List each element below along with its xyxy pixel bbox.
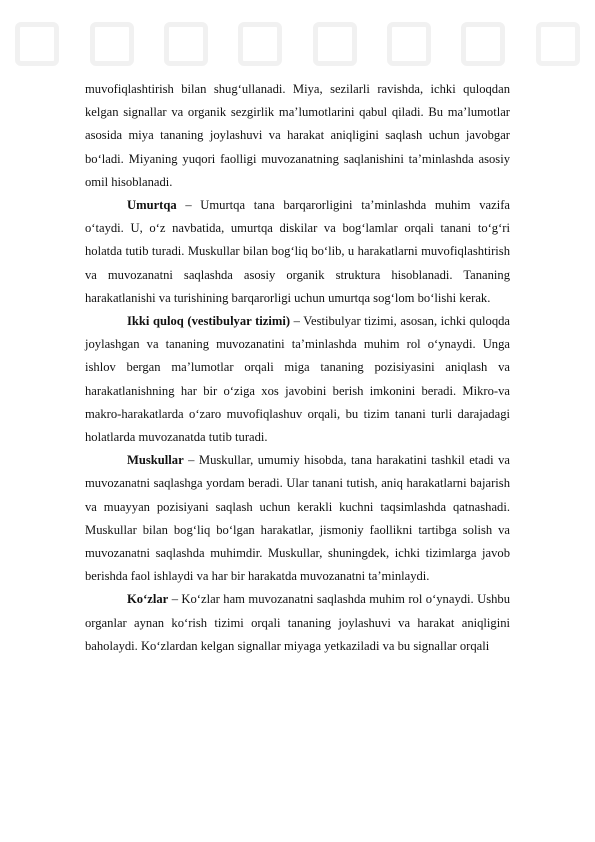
- paragraph-kozlar: [85, 588, 510, 658]
- watermark-mark: [238, 22, 282, 66]
- document-body: [85, 78, 510, 658]
- paragraph-muskullar: [85, 449, 510, 588]
- paragraph-term: Ko‘zlar: [127, 592, 169, 607]
- watermark-mark: [313, 22, 357, 66]
- watermark-mark: [536, 22, 580, 66]
- paragraph-text: – Vestibulyar tizimi, asosan, ichki quloqda joylashgan va tananing muvozanatini ta’minlashda muhim rol o‘ynaydi. Unga ishlov bergan ma’lumotlar orqali miga tananing pozisiyasini aniqlash va harakatlanishning har bir o‘ziga xos javobini berish imkonini beradi. Mikro-va makro-harakatlarda o‘zaro muvofiqlashuv orqali, bu tizim tanani turli darajadagi holatlarda muvozanatda tutib turadi.: [85, 314, 511, 445]
- watermark-mark: [15, 22, 59, 66]
- paragraph-term: Muskullar: [127, 453, 184, 468]
- paragraph-text: – Muskullar, umumiy hisobda, tana harakatini tashkil etadi va muvozanatni saqlashga yordam beradi. Ular tanani tutish, aniq harakatlarni bajarish va muayyan pozisiyani saqlash uchun kerakli kuchni taqsimlashda qatnashadi. Muskullar bilan bog‘liq bo‘lgan harakatlar, jismoniy faollikni tartibga solish va muvozanatni saqlashda muhimdir. Muskullar, shuningdek, ichki tizimlarga javob berishda faol ishlaydi va har bir harakatda muvozanatni ta’minlaydi.: [85, 453, 510, 584]
- watermark-mark: [90, 22, 134, 66]
- paragraph-text: muvofiqlashtirish bilan shug‘ullanadi. Miya, sezilarli ravishda, ichki quloqdan kelgan signallar va organik sezgirlik ma’lumotlarini qabul qiladi. Bu ma’lumotlar asosida miya tananing joylashuvi va harakat aniqligini saqlash uchun javobgar bo‘ladi. Miyaning yuqori faolligi muvozanatning saqlanishini ta’minlashda asosiy omil hisoblanadi.: [85, 82, 510, 189]
- watermark-mark: [387, 22, 431, 66]
- paragraph-term: Umurtqa: [127, 198, 177, 213]
- paragraph-text: – Ko‘zlar ham muvozanatni saqlashda muhim rol o‘ynaydi. Ushbu organlar aynan ko‘rish tizimi orqali tananing joylashuvi va harakat aniqligini baholaydi. Ko‘zlardan kelgan signallar miyaga yetkaziladi va bu signallar orqali: [85, 592, 510, 653]
- paragraph-umurtqa: [85, 194, 510, 310]
- paragraph-vestibulyar: [85, 310, 510, 449]
- watermark: [0, 18, 595, 70]
- watermark-mark: [164, 22, 208, 66]
- paragraph-continuation: [85, 78, 510, 194]
- paragraph-term: Ikki quloq (vestibulyar tizimi): [127, 314, 291, 329]
- paragraph-text: – Umurtqa tana barqarorligini ta’minlashda muhim vazifa o‘taydi. U, o‘z navbatida, umurtqa diskilar va bog‘lamlar orqali tanani to‘g‘ri holatda tutib turadi. Muskullar bilan bog‘liq bo‘lib, u harakatlarni muvofiqlashtirish va muvozanatni saqlashda asosiy organik struktura hisoblanadi. Tananing harakatlanishi va turishining barqarorligi uchun umurtqa sog‘lom bo‘lishi kerak.: [85, 198, 510, 305]
- watermark-mark: [461, 22, 505, 66]
